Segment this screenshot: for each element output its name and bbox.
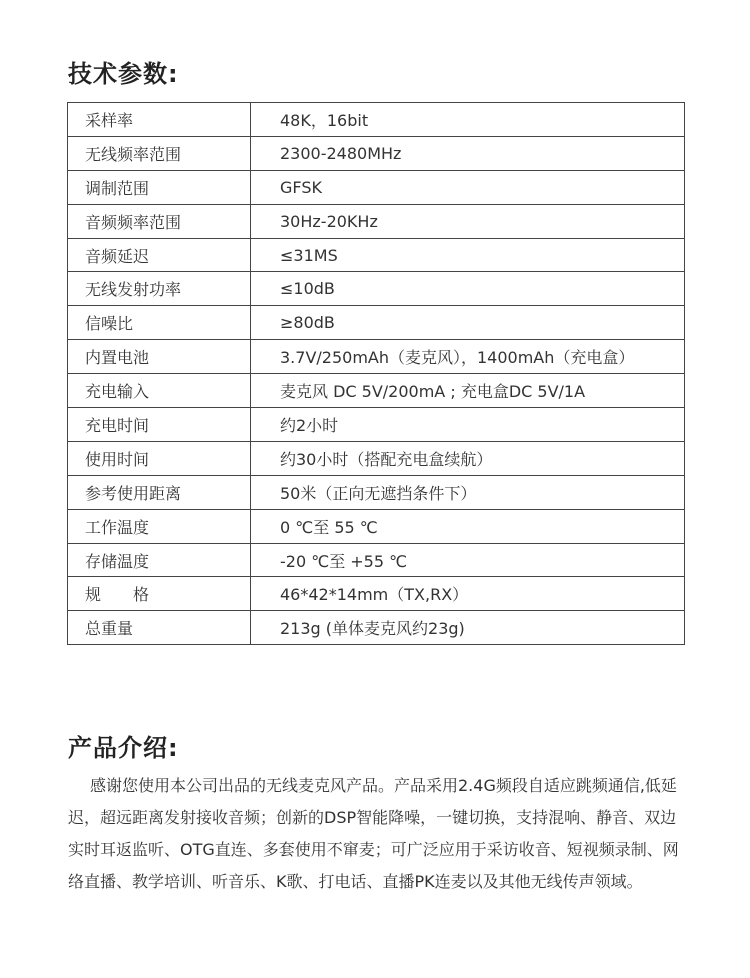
spec-label: 音频延迟 (68, 238, 251, 272)
spec-label: 信噪比 (68, 306, 251, 340)
table-row (68, 306, 685, 340)
spec-label: 充电输入 (68, 374, 251, 408)
table-row (68, 509, 685, 543)
table-row (68, 170, 685, 204)
spec-label: 工作温度 (68, 509, 251, 543)
table-row (68, 136, 685, 170)
spec-value: 50米（正向无遮挡条件下） (251, 475, 685, 509)
table-row (68, 611, 685, 645)
spec-value: 约30小时（搭配充电盒续航） (251, 441, 685, 475)
spec-value: 约2小时 (251, 408, 685, 442)
spec-label: 无线发射功率 (68, 272, 251, 306)
table-row (68, 543, 685, 577)
spec-value: -20 ℃至 +55 ℃ (251, 543, 685, 577)
spec-label: 总重量 (68, 611, 251, 645)
spec-value: 2300-2480MHz (251, 136, 685, 170)
table-row (68, 340, 685, 374)
table-row (68, 103, 685, 137)
spec-table (67, 102, 685, 645)
spec-label: 参考使用距离 (68, 475, 251, 509)
spec-label: 充电时间 (68, 408, 251, 442)
spec-label: 无线频率范围 (68, 136, 251, 170)
table-row (68, 238, 685, 272)
spec-value: 30Hz-20KHz (251, 204, 685, 238)
table-row (68, 374, 685, 408)
spec-value: ≤10dB (251, 272, 685, 306)
spec-value: 46*42*14mm（TX,RX） (251, 577, 685, 611)
specs-title: 技术参数: (68, 60, 179, 88)
table-row (68, 408, 685, 442)
spec-value: ≥80dB (251, 306, 685, 340)
intro-paragraph: 感谢您使用本公司出品的无线麦克风产品。产品采用2.4G频段自适应跳频通信,低延迟，超远距离发射接收音频；创新的DSP智能降噪，一键切换，支持混响、静音、双边实时耳返监听、OTG直连、多套使用不窜麦；可广泛应用于采访收音、短视频录制、网络直播、教学培训、听音乐、K歌、打电话、直播PK连麦以及其他无线传声领域。 (68, 776, 679, 891)
table-row (68, 272, 685, 306)
spec-label: 调制范围 (68, 170, 251, 204)
table-row (68, 204, 685, 238)
spec-value: 213g (单体麦克风约23g) (251, 611, 685, 645)
spec-label: 规 格 (68, 577, 251, 611)
spec-label: 使用时间 (68, 441, 251, 475)
table-row (68, 475, 685, 509)
table-row (68, 441, 685, 475)
spec-label: 音频频率范围 (68, 204, 251, 238)
spec-label: 存储温度 (68, 543, 251, 577)
spec-value: 3.7V/250mAh（麦克风），1400mAh（充电盒） (251, 340, 685, 374)
intro-title: 产品介绍: (68, 734, 179, 762)
spec-value: 0 ℃至 55 ℃ (251, 509, 685, 543)
spec-value: GFSK (251, 170, 685, 204)
table-row (68, 577, 685, 611)
spec-value: ≤31MS (251, 238, 685, 272)
spec-value: 麦克风 DC 5V/200mA ; 充电盒DC 5V/1A (251, 374, 685, 408)
spec-label: 采样率 (68, 103, 251, 137)
spec-label: 内置电池 (68, 340, 251, 374)
spec-value: 48K，16bit (251, 103, 685, 137)
